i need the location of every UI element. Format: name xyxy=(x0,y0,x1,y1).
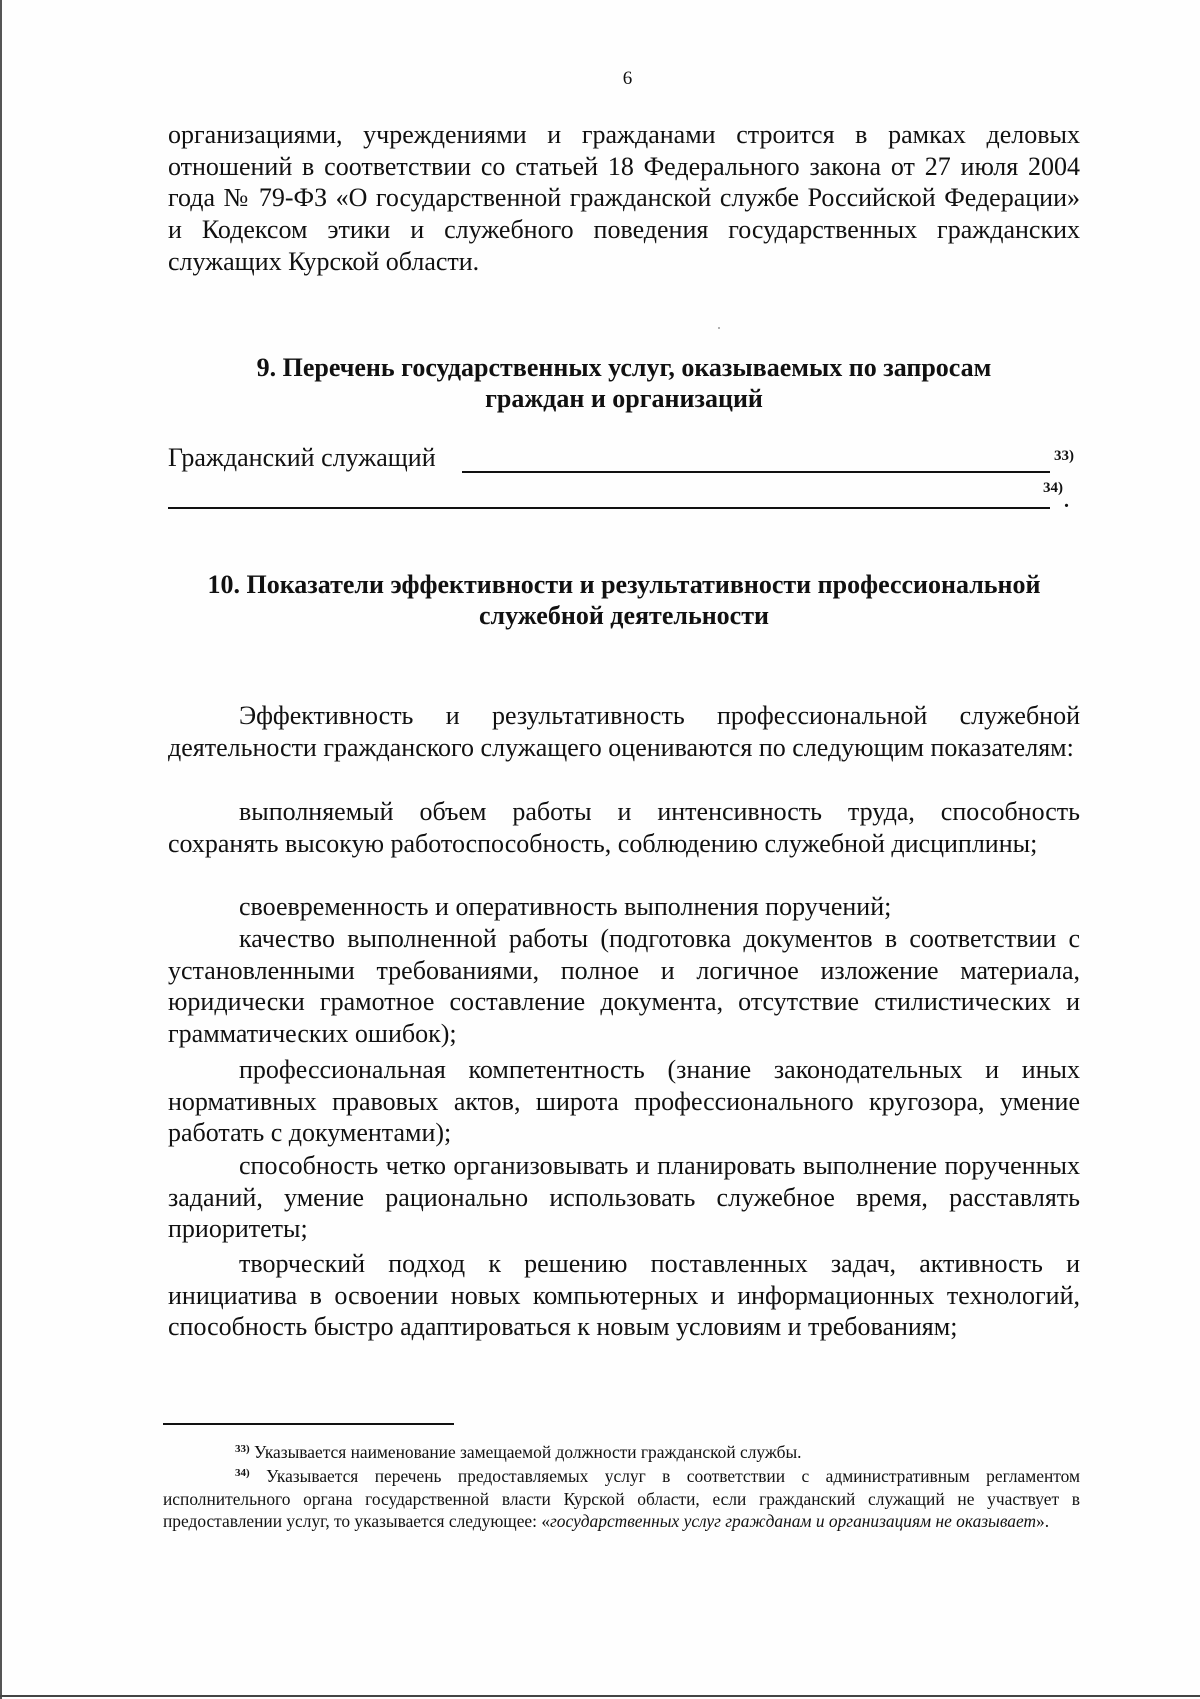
intro-paragraph: организациями, учреждениями и гражданами строится в рамках деловых отношений в соответствии со статьей 18 Федерального закона от 27 июля 2004 года № 79-ФЗ «О государственной гражданской службе Российской Федерации» и Кодексом этики и служебного поведения государственных гражданских служащих Курской области. xyxy=(168,120,1080,276)
footnote-34 xyxy=(163,1462,1080,1533)
indicator-item-6: творческий подход к решению поставленных задач, активность и инициатива в освоении новых компьютерных и информационных технологий, способность быстро адаптироваться к новым условиям и требованиям; xyxy=(168,1249,1080,1342)
services-field-row xyxy=(168,443,1080,477)
field-end-dot: . xyxy=(1064,490,1069,512)
footnote-33 xyxy=(163,1438,1080,1464)
footnote-33-mark: 33) xyxy=(235,1443,250,1455)
section-10-title-line1: 10. Показатели эффективности и результативности профессиональной xyxy=(207,570,1041,599)
field-label: Гражданский служащий xyxy=(168,443,436,472)
indicator-item-2: своевременность и оперативность выполнения поручений; xyxy=(239,892,892,921)
page-number: 6 xyxy=(622,68,633,89)
footnote-34-mark: 34) xyxy=(235,1467,250,1479)
footnote-separator xyxy=(163,1423,454,1425)
footnote-34-text: Указывается перечень предоставляемых услуг в соответствии с административным регламентом исполнительного органа государственной власти Курской области, если гражданский служащий не участвует в предоставлении услуг, то указывается следующее: « xyxy=(163,1466,1080,1531)
footnote-ref-34: 34) xyxy=(1043,480,1063,496)
footnote-34-italic: государственных услуг гражданам и организациям не оказывает xyxy=(550,1511,1037,1531)
section-10-title-line2: служебной деятельности xyxy=(479,601,769,630)
scan-speck xyxy=(718,327,720,329)
scan-left-edge xyxy=(0,0,2,1699)
section-9-title-line2: граждан и организаций xyxy=(485,384,763,413)
blank-line-2 xyxy=(168,507,1050,509)
indicator-item-1: выполняемый объем работы и интенсивность труда, способность сохранять высокую работоспособность, соблюдению служебной дисциплины; xyxy=(168,797,1080,858)
indicator-item-5: способность четко организовывать и планировать выполнение порученных заданий, умение рационально использовать служебное время, расставлять приоритеты; xyxy=(168,1151,1080,1244)
footnote-33-text: Указывается наименование замещаемой должности гражданской службы. xyxy=(254,1442,802,1462)
footnote-34-end: ». xyxy=(1036,1511,1050,1531)
scan-bottom-edge xyxy=(0,1695,1200,1697)
indicator-item-3: качество выполненной работы (подготовка документов в соответствии с установленными требованиями, полное и логичное изложение материала, юридически грамотное составление документа, отсутствие стилистических и грамматических ошибок); xyxy=(168,924,1080,1049)
section-9-title xyxy=(168,352,1080,414)
section-9-title-line1: 9. Перечень государственных услуг, оказываемых по запросам xyxy=(256,353,992,382)
indicator-item-4: профессиональная компетентность (знание законодательных и иных нормативных правовых актов, широта профессионального кругозора, умение работать с документами); xyxy=(168,1055,1080,1148)
blank-line-1 xyxy=(462,471,1050,473)
section-10-lead: Эффективность и результативность профессиональной служебной деятельности гражданского служащего оцениваются по следующим показателям: xyxy=(168,701,1080,762)
footnote-ref-33: 33) xyxy=(1054,448,1074,464)
section-10-title xyxy=(168,569,1080,631)
